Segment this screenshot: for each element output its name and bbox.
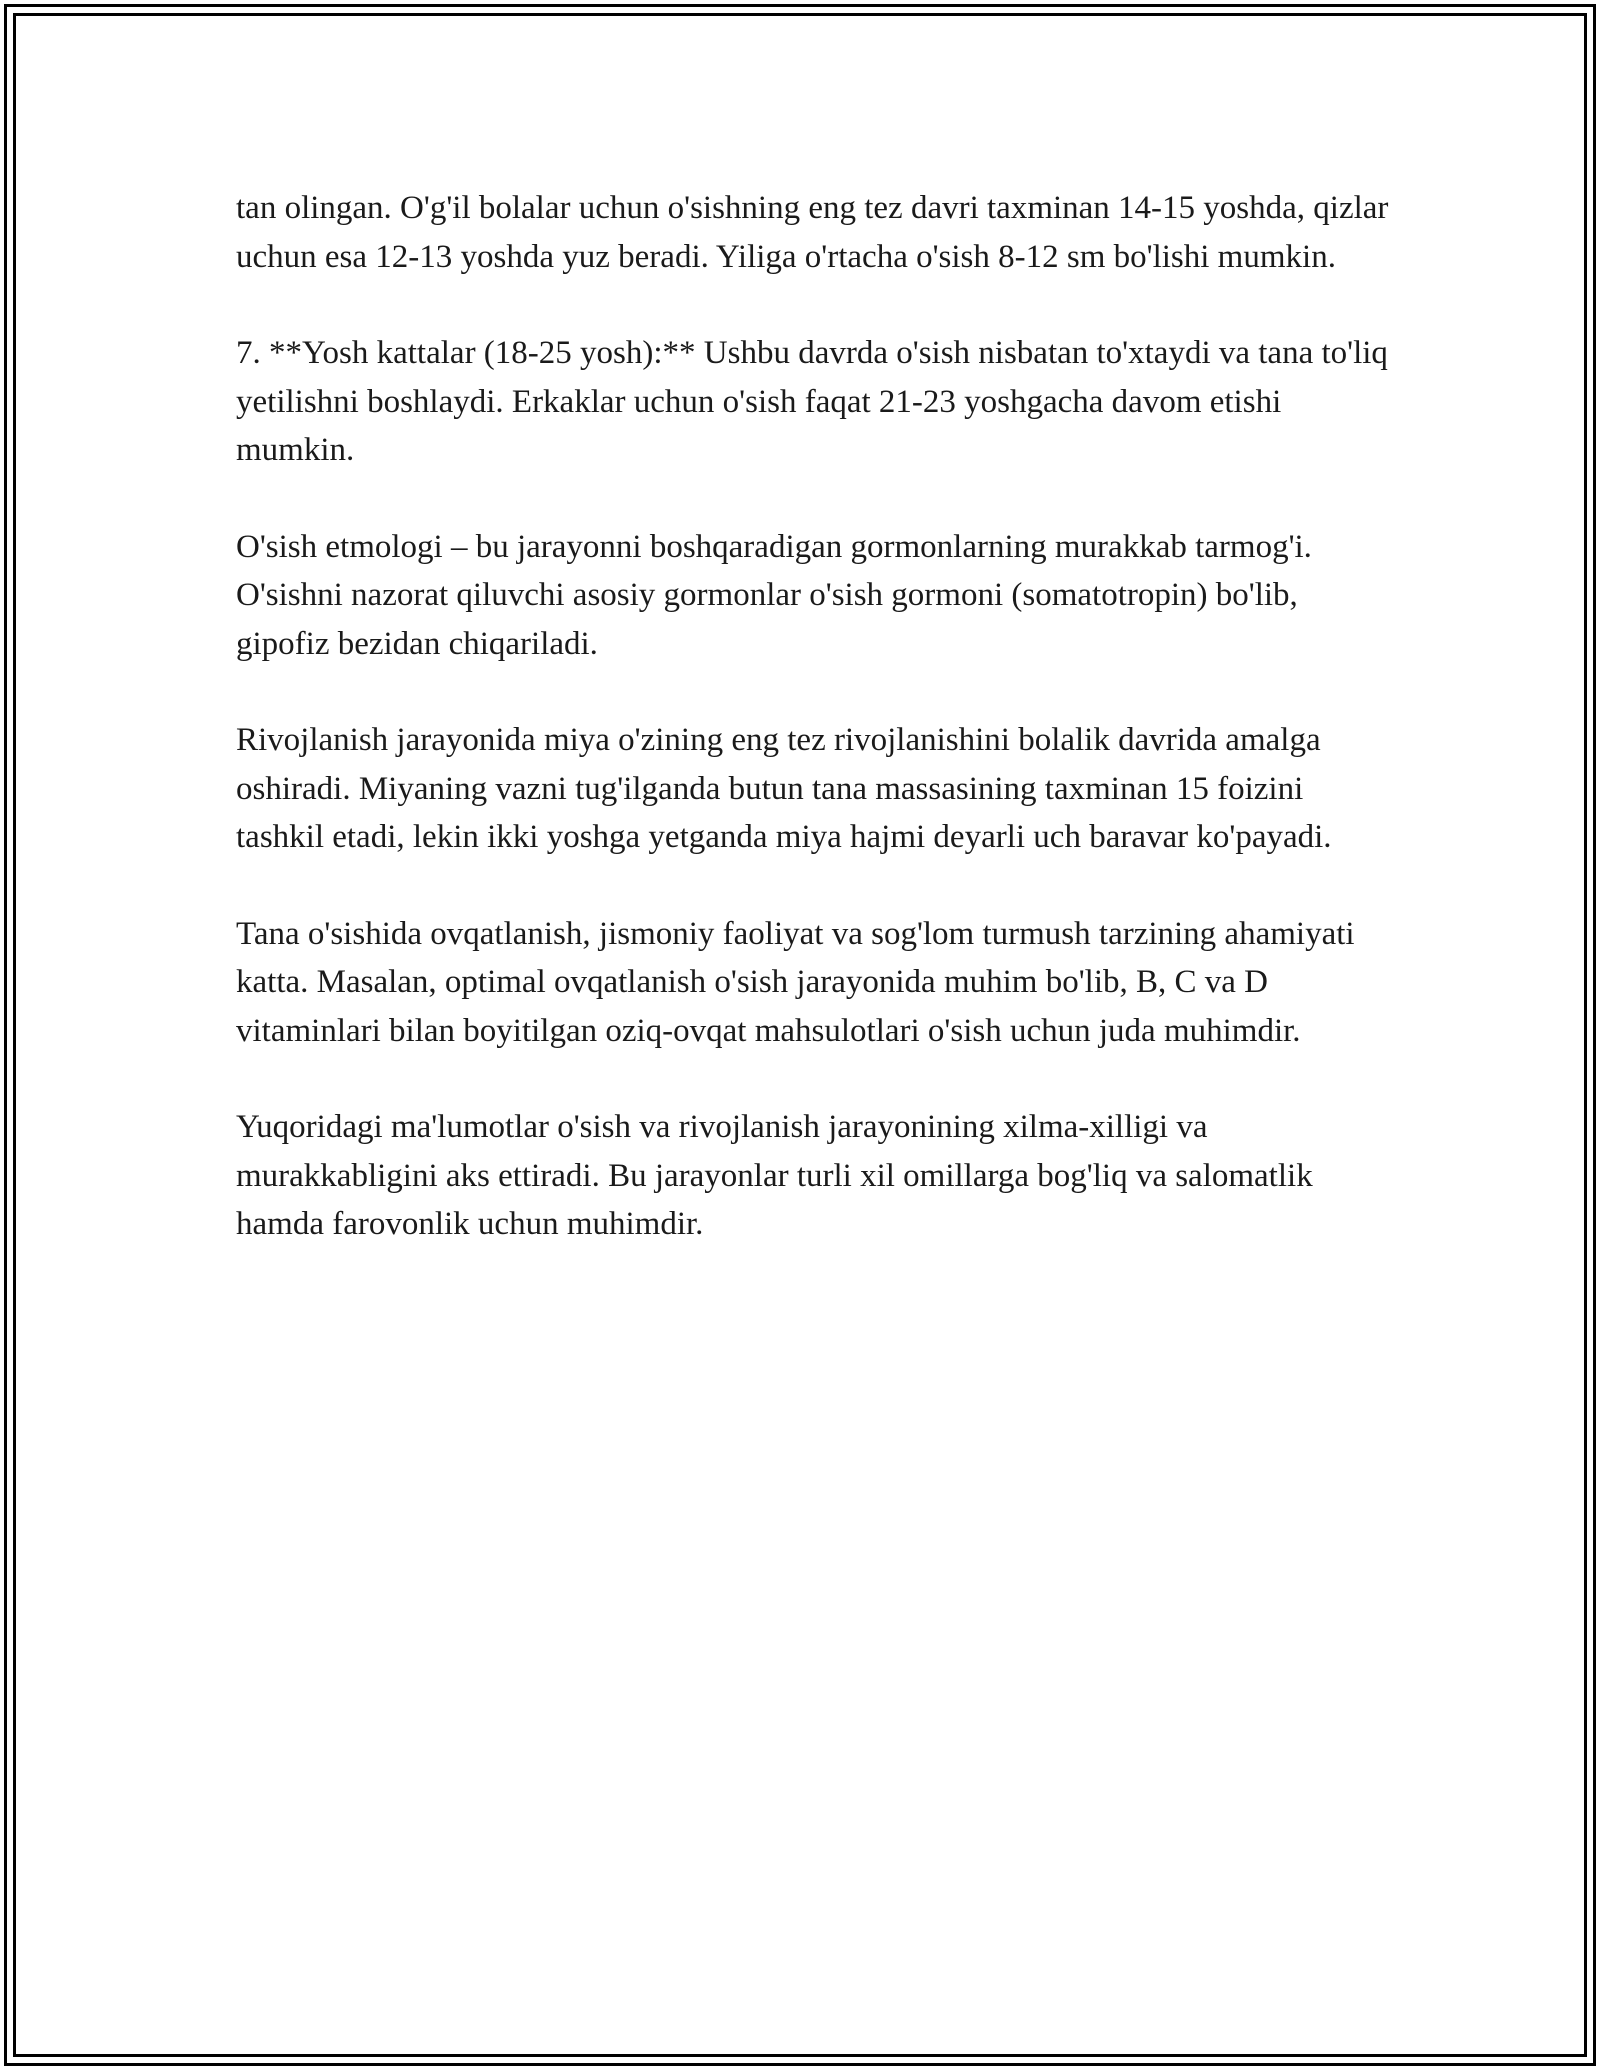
- paragraph-growth-ages: tan olingan. O'g'il bolalar uchun o'sishning eng tez davri taxminan 14-15 yoshda, qizlar uchun esa 12-13 yoshda yuz beradi. Yiliga o'rtacha o'sish 8-12 sm bo'lishi mumkin.: [236, 190, 1389, 275]
- paragraph-young-adults: 7. **Yosh kattalar (18-25 yosh):** Ushbu davrda o'sish nisbatan to'xtaydi va tana to'liq yetilishni boshlaydi. Erkaklar uchun o'sish faqat 21-23 yoshgacha davom etishi mumkin.: [236, 335, 1388, 468]
- paragraph-growth-hormones: O'sish etmologi – bu jarayonni boshqaradigan gormonlarning murakkab tarmog'i. O'sishni nazorat qiluvchi asosiy gormonlar o'sish gormoni (somatotropin) bo'lib, gipofiz bezidan chiqariladi.: [236, 528, 1312, 662]
- paragraph-nutrition: Tana o'sishida ovqatlanish, jismoniy faoliyat va sog'lom turmush tarzining ahamiyati katta. Masalan, optimal ovqatlanish o'sish jarayonida muhim bo'lib, B, C va D vitaminlari bilan boyitilgan oziq-ovqat mahsulotlari o'sish uchun juda muhimdir.: [236, 915, 1355, 1049]
- paragraph-brain-development: Rivojlanish jarayonida miya o'zining eng tez rivojlanishini bolalik davrida amalga oshiradi. Miyaning vazni tug'ilganda butun tana massasining taxminan 15 foizini tashkil etadi, lekin ikki yoshga yetganda miya hajmi deyarli uch baravar ko'payadi.: [236, 722, 1332, 855]
- paragraph-conclusion: Yuqoridagi ma'lumotlar o'sish va rivojlanish jarayonining xilma-xilligi va murakkabligini aks ettiradi. Bu jarayonlar turli xil omillarga bog'liq va salomatlik hamda farovonlik uchun muhimdir.: [236, 1109, 1313, 1242]
- document-body: [236, 184, 1396, 1297]
